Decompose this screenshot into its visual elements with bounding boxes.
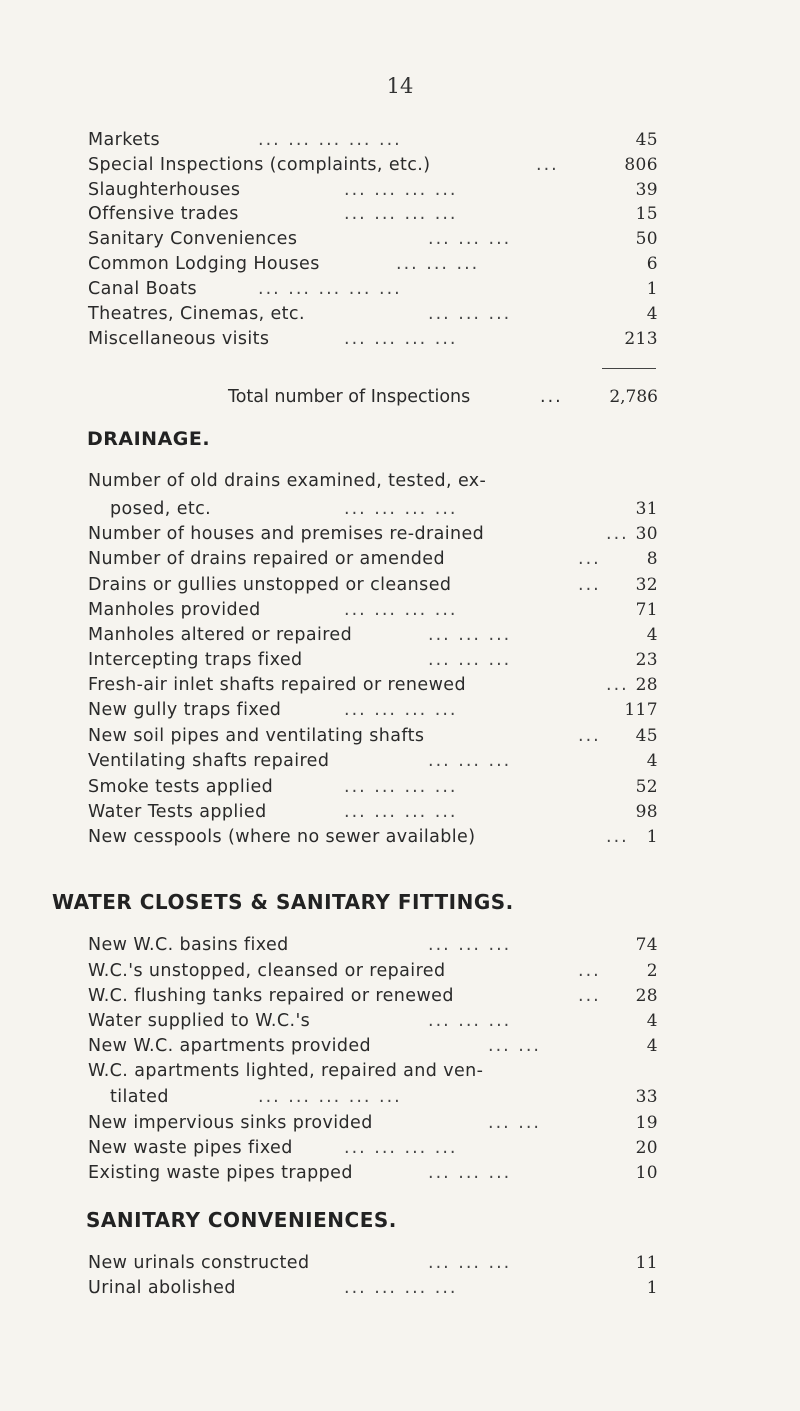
item-value: 8 [646,549,658,569]
section-heading-water-closets: WATER CLOSETS & SANITARY FITTINGS. [52,890,514,914]
item-value: 20 [635,1138,658,1158]
list-item [88,983,658,1009]
item-label: New impervious sinks provided [88,1113,373,1133]
leader-dots: ... ... ... [428,935,512,955]
list-item [88,226,658,252]
leader-dots: ... ... ... [428,1163,512,1183]
leader-dots: ... ... ... ... ... [258,130,402,150]
list-item [88,1084,658,1110]
list-item [88,127,658,153]
item-value: 30 [635,524,658,544]
item-value: 32 [635,575,658,595]
leader-dots: ... [578,726,601,746]
leader-dots: ... ... ... [428,751,512,771]
item-label: Number of houses and premises re-drained [88,524,485,544]
item-value: 117 [624,700,658,720]
leader-dots: ... [536,155,559,175]
item-value: 19 [635,1113,658,1133]
leader-dots: ... [540,387,563,407]
item-value: 71 [635,600,658,620]
item-value: 1 [646,279,658,299]
sum-rule [602,368,656,369]
leader-dots: ... [578,575,601,595]
item-label: Drains or gullies unstopped or cleansed [88,575,452,595]
leader-dots: ... ... ... ... [344,802,458,822]
item-label: New W.C. basins fixed [88,935,289,955]
item-value: 28 [635,675,658,695]
leader-dots: ... ... ... [428,650,512,670]
item-label: Markets [88,130,161,150]
item-label: posed, etc. [110,499,212,519]
list-item [88,572,658,598]
list-item [88,824,658,850]
item-value: 33 [635,1087,658,1107]
item-label: W.C. apartments lighted, repaired and ven- [88,1061,484,1081]
item-value: 10 [635,1163,658,1183]
item-label: Fresh-air inlet shafts repaired or renewed [88,675,466,695]
list-item [88,958,658,984]
list-item [88,622,658,648]
leader-dots: ... ... ... ... ... [258,1087,402,1107]
item-label: tilated [110,1087,169,1107]
item-label: Existing waste pipes trapped [88,1163,353,1183]
leader-dots: ... ... ... ... [344,329,458,349]
item-value: 1 [646,1278,658,1298]
item-label: Special Inspections (complaints, etc.) [88,155,431,175]
item-value: 39 [635,180,658,200]
item-label: Slaughterhouses [88,180,241,200]
list-item [88,1160,658,1186]
leader-dots: ... [578,549,601,569]
list-item [88,1008,658,1034]
list-item [88,276,658,302]
list-item [88,647,658,673]
leader-dots: ... ... ... ... [344,1138,458,1158]
item-label: Theatres, Cinemas, etc. [88,304,305,324]
list-item [88,774,658,800]
item-value: 28 [635,986,658,1006]
list-item [88,1250,658,1276]
item-label: Water Tests applied [88,802,267,822]
item-value: 806 [624,155,658,175]
item-label: Manholes provided [88,600,261,620]
item-label: Manholes altered or repaired [88,625,353,645]
list-item [88,546,658,572]
list-item [88,748,658,774]
total-label: Total number of Inspections [228,387,471,407]
item-value: 98 [635,802,658,822]
item-label: New cesspools (where no sewer available) [88,827,476,847]
leader-dots: ... [578,961,601,981]
list-item [88,1110,658,1136]
item-value: 1 [646,827,658,847]
leader-dots: ... ... ... ... [344,180,458,200]
leader-dots: ... ... ... [428,1253,512,1273]
item-value: 4 [646,751,658,771]
list-item [88,177,658,203]
leader-dots: ... [578,986,601,1006]
item-label: Water supplied to W.C.'s [88,1011,311,1031]
item-value: 74 [635,935,658,955]
item-label: Canal Boats [88,279,197,299]
list-item [88,799,658,825]
leader-dots: ... ... ... ... [344,1278,458,1298]
item-value: 213 [624,329,658,349]
item-label: W.C.'s unstopped, cleansed or repaired [88,961,446,981]
list-item [88,597,658,623]
item-value: 45 [635,726,658,746]
item-label: New waste pipes fixed [88,1138,293,1158]
item-value: 6 [646,254,658,274]
item-value: 23 [635,650,658,670]
list-item [88,521,658,547]
item-value: 50 [635,229,658,249]
item-value: 52 [635,777,658,797]
item-value: 4 [646,1036,658,1056]
leader-dots: ... ... [488,1113,541,1133]
leader-dots: ... ... ... ... [344,499,458,519]
item-label: Number of drains repaired or amended [88,549,445,569]
list-item [88,301,658,327]
list-item [88,496,658,522]
leader-dots: ... ... ... ... ... [258,279,402,299]
item-label: Miscellaneous visits [88,329,270,349]
item-label: Ventilating shafts repaired [88,751,330,771]
item-value: 31 [635,499,658,519]
leader-dots: ... ... ... ... [344,600,458,620]
page-number: 14 [386,74,414,98]
item-value: 4 [646,1011,658,1031]
list-item [88,251,658,277]
list-item [88,697,658,723]
list-item [88,468,658,494]
item-label: W.C. flushing tanks repaired or renewed [88,986,454,1006]
leader-dots: ... ... [488,1036,541,1056]
list-item [88,932,658,958]
item-label: Urinal abolished [88,1278,236,1298]
leader-dots: ... ... ... ... [344,204,458,224]
item-label: Number of old drains examined, tested, ex- [88,471,487,491]
item-label: Sanitary Conveniences [88,229,298,249]
item-label: Intercepting traps fixed [88,650,303,670]
total-value: 2,786 [609,387,658,407]
list-item [88,201,658,227]
list-item [88,1058,658,1084]
leader-dots: ... ... ... [396,254,480,274]
leader-dots: ... [606,524,629,544]
leader-dots: ... ... ... [428,304,512,324]
list-item [88,1135,658,1161]
item-value: 45 [635,130,658,150]
total-row [228,384,658,410]
list-item [88,326,658,352]
section-heading-sanitary-conveniences: SANITARY CONVENIENCES. [86,1208,397,1232]
item-value: 2 [646,961,658,981]
item-value: 4 [646,625,658,645]
list-item [88,152,658,178]
item-label: New gully traps fixed [88,700,282,720]
leader-dots: ... ... ... ... [344,700,458,720]
leader-dots: ... ... ... [428,229,512,249]
item-value: 11 [635,1253,658,1273]
item-label: Smoke tests applied [88,777,274,797]
section-heading-drainage: DRAINAGE. [87,428,211,450]
item-value: 4 [646,304,658,324]
list-item [88,1275,658,1301]
item-label: Offensive trades [88,204,239,224]
list-item [88,1033,658,1059]
leader-dots: ... [606,827,629,847]
leader-dots: ... ... ... [428,1011,512,1031]
item-label: Common Lodging Houses [88,254,320,274]
item-label: New W.C. apartments provided [88,1036,372,1056]
item-label: New urinals constructed [88,1253,310,1273]
leader-dots: ... ... ... [428,625,512,645]
list-item [88,672,658,698]
leader-dots: ... [606,675,629,695]
list-item [88,723,658,749]
item-value: 15 [635,204,658,224]
item-label: New soil pipes and ventilating shafts [88,726,425,746]
leader-dots: ... ... ... ... [344,777,458,797]
